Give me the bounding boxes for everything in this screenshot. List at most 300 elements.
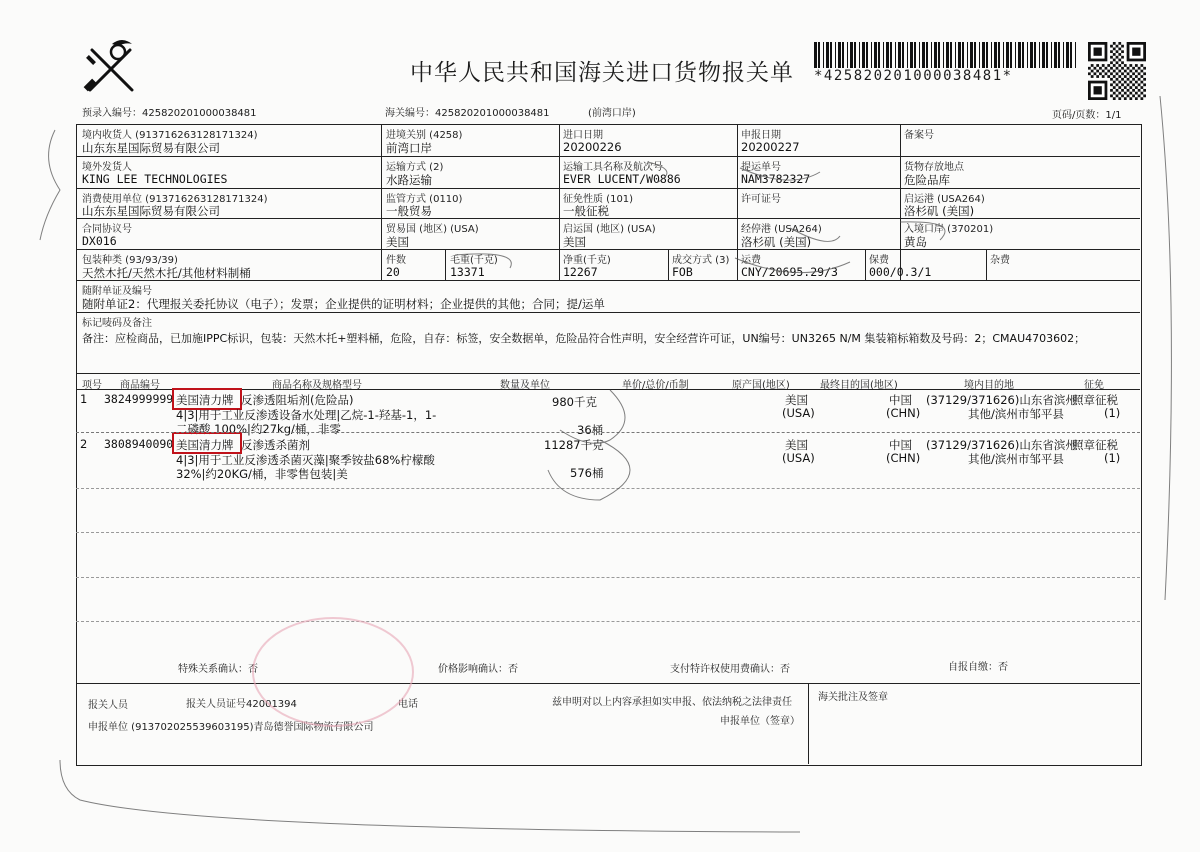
barcode-bar — [823, 42, 824, 68]
qr-module — [1102, 64, 1105, 67]
import-date-value: 20200226 — [563, 140, 622, 154]
qr-module — [1121, 61, 1124, 64]
qr-code — [1088, 42, 1146, 100]
row-qty2: 576桶 — [570, 466, 604, 480]
qr-module — [1099, 72, 1102, 75]
barcode-bar — [1075, 42, 1076, 68]
qr-module — [1140, 81, 1143, 84]
barcode-bar — [1022, 42, 1024, 68]
misc-fee-label: 杂费 — [990, 255, 1010, 266]
qr-module — [1124, 81, 1127, 84]
barcode-bar — [1030, 42, 1033, 68]
customs-number: 海关编号：425820201000038481 — [385, 108, 550, 119]
bl-label: 提运单号 — [741, 162, 781, 173]
qr-module — [1140, 64, 1143, 67]
barcode-bar — [886, 42, 889, 68]
customs-emblem-icon — [78, 38, 148, 98]
origin-country-value: 美国 — [563, 235, 586, 249]
qr-module — [1113, 81, 1116, 84]
package-value: 天然木托/天然木托/其他材料制桶 — [82, 266, 251, 280]
qr-module — [1118, 48, 1121, 51]
qr-module — [1135, 70, 1138, 73]
barcode-bar — [914, 42, 916, 68]
pre-entry-number: 预录入编号：425820201000038481 — [82, 108, 257, 119]
royalty-confirm: 支付特许权使用费确认：否 — [670, 664, 790, 675]
qr-module — [1132, 72, 1135, 75]
barcode-bar — [830, 42, 832, 68]
barcode-bar — [814, 42, 817, 68]
row-spec-line1: 4|3|用于工业反渗透设备水处理|乙烷-1-羟基-1，1- — [176, 408, 437, 422]
barcode-bar — [938, 42, 940, 68]
qr-module — [1110, 89, 1113, 92]
storage-value: 危险品库 — [904, 173, 950, 187]
barcode-bar — [926, 42, 928, 68]
qr-module — [1116, 45, 1119, 48]
barcode-bar — [1027, 42, 1028, 68]
col-header-item-no: 项号 — [82, 380, 102, 391]
barcode-bar — [1054, 42, 1057, 68]
barcode-bar — [1006, 42, 1009, 68]
qr-finder — [1094, 86, 1102, 94]
row-domestic-line2: 其他/滨州市邹平县 — [968, 452, 1064, 466]
qr-module — [1110, 78, 1113, 81]
barcode-bar — [955, 42, 956, 68]
row-spec-line1: 4|3|用于工业反渗透杀菌灭藻|聚季铵盐68%柠檬酸 — [176, 453, 435, 467]
qr-module — [1113, 97, 1116, 100]
vessel-value: EVER LUCENT/W0886 — [563, 172, 681, 186]
phone-label: 电话 — [398, 699, 418, 710]
marks-value: 备注：应检商品，已加施IPPC标识，包装：天然木托+塑料桶，危险，自存：标签，安全数据单，危险品符合性声明，安全经营许可证，UN编号：UN3265 N/M 集装箱标箱数及号码：2；CMAU4703602； — [82, 332, 1086, 345]
qr-module — [1107, 64, 1110, 67]
barcode-bar — [1003, 42, 1004, 68]
row-levy: 照章征税 — [1072, 438, 1118, 452]
bl-value: NAM3782327 — [741, 172, 811, 186]
barcode-bar — [979, 42, 980, 68]
qr-module — [1124, 97, 1127, 100]
barcode-bar — [895, 42, 896, 68]
qr-module — [1135, 81, 1138, 84]
qr-module — [1118, 81, 1121, 84]
qr-module — [1110, 56, 1113, 59]
qr-module — [1121, 72, 1124, 75]
barcode-bar — [1015, 42, 1016, 68]
consignee-label: 境内收货人 (913716263128171324) — [82, 130, 258, 141]
deal-mode-value: FOB — [672, 265, 693, 279]
barcode-bar — [991, 42, 992, 68]
qr-module — [1138, 67, 1141, 70]
qr-module — [1140, 86, 1143, 89]
barcode-bar — [826, 42, 829, 68]
barcode-bar — [943, 42, 944, 68]
contract-value: DX016 — [82, 234, 117, 248]
consignee-value: 山东东星国际贸易有限公司 — [82, 141, 220, 155]
qr-module — [1113, 59, 1116, 62]
barcode-bar — [974, 42, 976, 68]
qr-module — [1143, 89, 1146, 92]
row-origin-code: (USA) — [782, 406, 815, 420]
row-domestic-line1: (37129/371626)山东省滨州 — [926, 438, 1077, 452]
qr-module — [1105, 67, 1108, 70]
qr-module — [1140, 92, 1143, 95]
qr-module — [1110, 83, 1113, 86]
qr-module — [1127, 83, 1130, 86]
barcode-bar — [890, 42, 892, 68]
barcode-bar — [958, 42, 961, 68]
qr-module — [1127, 89, 1130, 92]
departure-port-value: 洛杉矶 (美国) — [904, 204, 975, 218]
barcode-bar — [1063, 42, 1064, 68]
qr-module — [1118, 75, 1121, 78]
barcode-bar — [1034, 42, 1036, 68]
qr-module — [1140, 97, 1143, 100]
qr-module — [1121, 89, 1124, 92]
qr-module — [1116, 78, 1119, 81]
qr-module — [1143, 72, 1146, 75]
barcode-bar — [1058, 42, 1060, 68]
record-no-label: 备案号 — [904, 130, 934, 141]
insurance-label: 保费 — [869, 255, 889, 266]
qr-module — [1138, 72, 1141, 75]
qr-module — [1138, 89, 1141, 92]
qr-module — [1118, 92, 1121, 95]
qr-module — [1113, 75, 1116, 78]
qr-module — [1113, 42, 1116, 45]
qr-module — [1135, 86, 1138, 89]
qr-module — [1094, 72, 1097, 75]
barcode-bar — [1051, 42, 1052, 68]
qr-module — [1096, 70, 1099, 73]
qr-module — [1124, 70, 1127, 73]
qr-module — [1091, 70, 1094, 73]
barcode-bar — [982, 42, 985, 68]
qr-module — [1135, 75, 1138, 78]
qr-module — [1121, 56, 1124, 59]
gross-weight-value: 13371 — [450, 265, 485, 279]
barcode-bar — [986, 42, 988, 68]
qr-module — [1118, 97, 1121, 100]
barcode-bar — [934, 42, 937, 68]
col-header-levy: 征免 — [1084, 380, 1104, 391]
col-header-origin: 原产国(地区) — [732, 380, 790, 391]
row-levy-code: (1) — [1104, 451, 1121, 465]
qr-module — [1105, 72, 1108, 75]
barcode-bar — [862, 42, 865, 68]
barcode-bar — [970, 42, 973, 68]
barcode-bar — [859, 42, 860, 68]
qr-module — [1113, 92, 1116, 95]
barcode-bar — [962, 42, 964, 68]
barcode-bar — [907, 42, 908, 68]
qr-module — [1132, 89, 1135, 92]
qr-module — [1124, 75, 1127, 78]
barcode-bar — [1066, 42, 1069, 68]
supervision-label: 监管方式 (0110) — [386, 194, 463, 205]
qr-module — [1118, 53, 1121, 56]
qr-module — [1099, 67, 1102, 70]
qr-module — [1116, 72, 1119, 75]
entry-port-label: 进境关别 (4258) — [386, 130, 463, 141]
barcode-bar — [874, 42, 877, 68]
qr-module — [1129, 86, 1132, 89]
transport-mode-value: 水路运输 — [386, 173, 432, 187]
import-date-label: 进口日期 — [563, 130, 603, 141]
qr-module — [1129, 75, 1132, 78]
row-hs-code: 3808940090 — [104, 437, 174, 451]
qr-module — [1118, 64, 1121, 67]
qr-module — [1116, 56, 1119, 59]
qr-module — [1143, 78, 1146, 81]
qr-module — [1143, 83, 1146, 86]
row-qty1: 980千克 — [552, 395, 597, 409]
barcode-bar — [878, 42, 880, 68]
barcode-bar — [835, 42, 836, 68]
qr-module — [1110, 61, 1113, 64]
qr-module — [1113, 53, 1116, 56]
row-hs-code: 3824999999 — [104, 392, 174, 406]
qr-module — [1121, 67, 1124, 70]
net-weight-value: 12267 — [563, 265, 598, 279]
barcode-bar — [898, 42, 901, 68]
row-levy: 照章征税 — [1072, 393, 1118, 407]
faint-stamp — [248, 612, 418, 732]
barcode-bar — [842, 42, 844, 68]
qr-module — [1121, 94, 1124, 97]
qr-module — [1135, 92, 1138, 95]
legal-statement: 兹申明对以上内容承担如实申报、依法纳税之法律责任 — [552, 697, 792, 708]
row-dest: 中国 — [889, 438, 912, 452]
qr-module — [1116, 89, 1119, 92]
docs-label: 随附单证及编号 — [82, 286, 152, 297]
trade-country-label: 贸易国 (地区) (USA) — [386, 224, 479, 235]
qr-module — [1096, 64, 1099, 67]
insurance-value: 000/0.3/1 — [869, 265, 932, 279]
declare-unit-sign-label: 申报单位（签章） — [720, 716, 800, 727]
transit-port-label: 经停港 (USA264) — [741, 224, 822, 235]
self-pay-confirm: 自报自缴：否 — [948, 662, 1008, 673]
qr-module — [1121, 78, 1124, 81]
qr-module — [1138, 78, 1141, 81]
qr-module — [1129, 64, 1132, 67]
qr-module — [1116, 50, 1119, 53]
trade-country-value: 美国 — [386, 235, 409, 249]
qr-module — [1107, 75, 1110, 78]
gross-weight-label: 毛重(千克) — [450, 255, 498, 266]
row-domestic-line1: (37129/371626)山东省滨州 — [926, 393, 1077, 407]
qr-module — [1116, 67, 1119, 70]
row-brand: 美国清力牌 — [176, 438, 234, 452]
qr-module — [1121, 83, 1124, 86]
qr-finder — [1132, 48, 1140, 56]
freight-value: CNY/20695.29/3 — [741, 265, 838, 279]
declarant-cert-number: 报关人员证号42001394 — [186, 699, 297, 710]
qr-module — [1113, 70, 1116, 73]
qr-module — [1143, 94, 1146, 97]
qr-module — [1116, 94, 1119, 97]
shipper-label: 境外发货人 — [82, 162, 132, 173]
row-brand: 美国清力牌 — [176, 393, 234, 407]
col-header-destination: 最终目的国(地区) — [820, 380, 898, 391]
package-label: 包装种类 (93/93/39) — [82, 255, 178, 266]
row-qty1: 11287千克 — [544, 438, 604, 452]
barcode-bar — [866, 42, 868, 68]
row-item-no: 2 — [80, 437, 88, 451]
qr-module — [1110, 67, 1113, 70]
consumer-value: 山东东星国际贸易有限公司 — [82, 204, 220, 218]
customs-emblem — [78, 38, 148, 98]
barcode-bar — [950, 42, 952, 68]
pieces-value: 20 — [386, 265, 400, 279]
qr-module — [1121, 45, 1124, 48]
barcode-bar — [1010, 42, 1012, 68]
row-item-no: 1 — [80, 392, 88, 406]
qr-module — [1118, 70, 1121, 73]
qr-module — [1129, 70, 1132, 73]
row-spec-line2: 二磷酸 100%|约27kg/桶，非零 — [176, 422, 341, 436]
barcode-bar — [931, 42, 932, 68]
barcode-bar — [902, 42, 904, 68]
qr-module — [1088, 72, 1091, 75]
barcode-bar — [994, 42, 997, 68]
declare-date-label: 申报日期 — [741, 130, 781, 141]
qr-module — [1110, 50, 1113, 53]
transport-mode-label: 运输方式 (2) — [386, 162, 444, 173]
origin-country-label: 启运国 (地区) (USA) — [563, 224, 656, 235]
port-name: (前湾口岸) — [588, 108, 636, 119]
barcode-bar — [910, 42, 913, 68]
qr-module — [1135, 97, 1138, 100]
qr-module — [1143, 67, 1146, 70]
row-levy-code: (1) — [1104, 406, 1121, 420]
barcode-bar — [838, 42, 841, 68]
page-title: 中华人民共和国海关进口货物报关单 — [410, 60, 794, 86]
qr-module — [1127, 72, 1130, 75]
qr-module — [1116, 83, 1119, 86]
qr-module — [1132, 94, 1135, 97]
declare-date-value: 20200227 — [741, 140, 800, 154]
qr-module — [1127, 78, 1130, 81]
qr-module — [1102, 70, 1105, 73]
qr-module — [1118, 42, 1121, 45]
barcode-text: *425820201000038481* — [814, 68, 1013, 84]
qr-module — [1129, 92, 1132, 95]
barcode-bar — [883, 42, 884, 68]
entry-border-value: 黄岛 — [904, 235, 927, 249]
qr-module — [1132, 83, 1135, 86]
row-qty2: 36桶 — [577, 423, 604, 437]
barcode-bar — [919, 42, 920, 68]
row-dest-code: (CHN) — [886, 406, 921, 420]
qr-module — [1107, 70, 1110, 73]
qr-module — [1091, 75, 1094, 78]
barcode-bar — [1070, 42, 1072, 68]
qr-module — [1127, 94, 1130, 97]
row-goods-name: 反渗透阻垢剂(危险品) — [241, 393, 354, 407]
qr-module — [1124, 64, 1127, 67]
barcode-bar — [946, 42, 949, 68]
qr-finder — [1094, 48, 1102, 56]
brand-highlight-box — [172, 432, 242, 454]
storage-label: 货物存放地点 — [904, 162, 964, 173]
supervision-value: 一般贸易 — [386, 204, 432, 218]
barcode-bar — [818, 42, 820, 68]
row-dest-code: (CHN) — [886, 451, 921, 465]
qr-module — [1124, 86, 1127, 89]
qr-module — [1088, 67, 1091, 70]
declare-unit: 申报单位 (913702025539603195)青岛德誉国际物流有限公司 — [88, 722, 374, 733]
entry-port-value: 前湾口岸 — [386, 141, 432, 155]
barcode-bar — [1046, 42, 1048, 68]
qr-module — [1116, 61, 1119, 64]
row-goods-name: 反渗透杀菌剂 — [241, 438, 310, 452]
license-label: 许可证号 — [741, 194, 781, 205]
qr-module — [1118, 86, 1121, 89]
levy-value: 一般征税 — [563, 204, 609, 218]
freight-label: 运费 — [741, 255, 761, 266]
qr-module — [1094, 67, 1097, 70]
barcode — [814, 42, 1076, 68]
barcode-bar — [967, 42, 968, 68]
barcode-bar — [1039, 42, 1040, 68]
declarant-label: 报关人员 — [88, 700, 128, 711]
barcode-bar — [847, 42, 848, 68]
qr-module — [1135, 64, 1138, 67]
qr-module — [1127, 67, 1130, 70]
row-origin: 美国 — [785, 438, 808, 452]
levy-label: 征免性质 (101) — [563, 194, 634, 205]
barcode-bar — [854, 42, 856, 68]
qr-module — [1132, 67, 1135, 70]
row-origin-code: (USA) — [782, 451, 815, 465]
qr-module — [1113, 48, 1116, 51]
row-spec-line2: 32%|约20KG/桶，非零售包装|美 — [176, 467, 348, 481]
contract-label: 合同协议号 — [82, 224, 132, 235]
pieces-label: 件数 — [386, 255, 406, 266]
qr-module — [1118, 59, 1121, 62]
barcode-bar — [998, 42, 1000, 68]
net-weight-label: 净重(千克) — [563, 255, 611, 266]
entry-border-label: 入境口岸 (370201) — [904, 224, 994, 235]
customs-approval-label: 海关批注及签章 — [818, 692, 888, 703]
price-impact-confirm: 价格影响确认：否 — [438, 664, 518, 675]
barcode-bar — [850, 42, 853, 68]
qr-module — [1138, 94, 1141, 97]
col-header-goods-name: 商品名称及规格型号 — [272, 380, 362, 391]
qr-module — [1140, 75, 1143, 78]
row-domestic-line2: 其他/滨州市邹平县 — [968, 407, 1064, 421]
qr-module — [1121, 50, 1124, 53]
page-info: 页码/页数：1/1 — [1052, 110, 1122, 121]
qr-module — [1138, 83, 1141, 86]
qr-module — [1110, 45, 1113, 48]
docs-value: 随附单证2：代理报关委托协议（电子）；发票；企业提供的证明材料；企业提供的其他；合同；提/运单 — [82, 297, 605, 311]
col-header-hs-code: 商品编号 — [120, 380, 160, 391]
transit-port-value: 洛杉矶 (美国) — [741, 235, 812, 249]
barcode-bar — [1018, 42, 1021, 68]
qr-module — [1129, 81, 1132, 84]
consumer-label: 消费使用单位 (913716263128171324) — [82, 194, 268, 205]
deal-mode-label: 成交方式 (3) — [672, 255, 730, 266]
qr-module — [1113, 64, 1116, 67]
row-origin: 美国 — [785, 393, 808, 407]
qr-module — [1102, 75, 1105, 78]
row-dest: 中国 — [889, 393, 912, 407]
qr-module — [1091, 64, 1094, 67]
shipper-value: KING LEE TECHNOLOGIES — [82, 172, 228, 186]
qr-module — [1124, 92, 1127, 95]
barcode-bar — [1042, 42, 1045, 68]
qr-module — [1132, 78, 1135, 81]
qr-module — [1110, 72, 1113, 75]
